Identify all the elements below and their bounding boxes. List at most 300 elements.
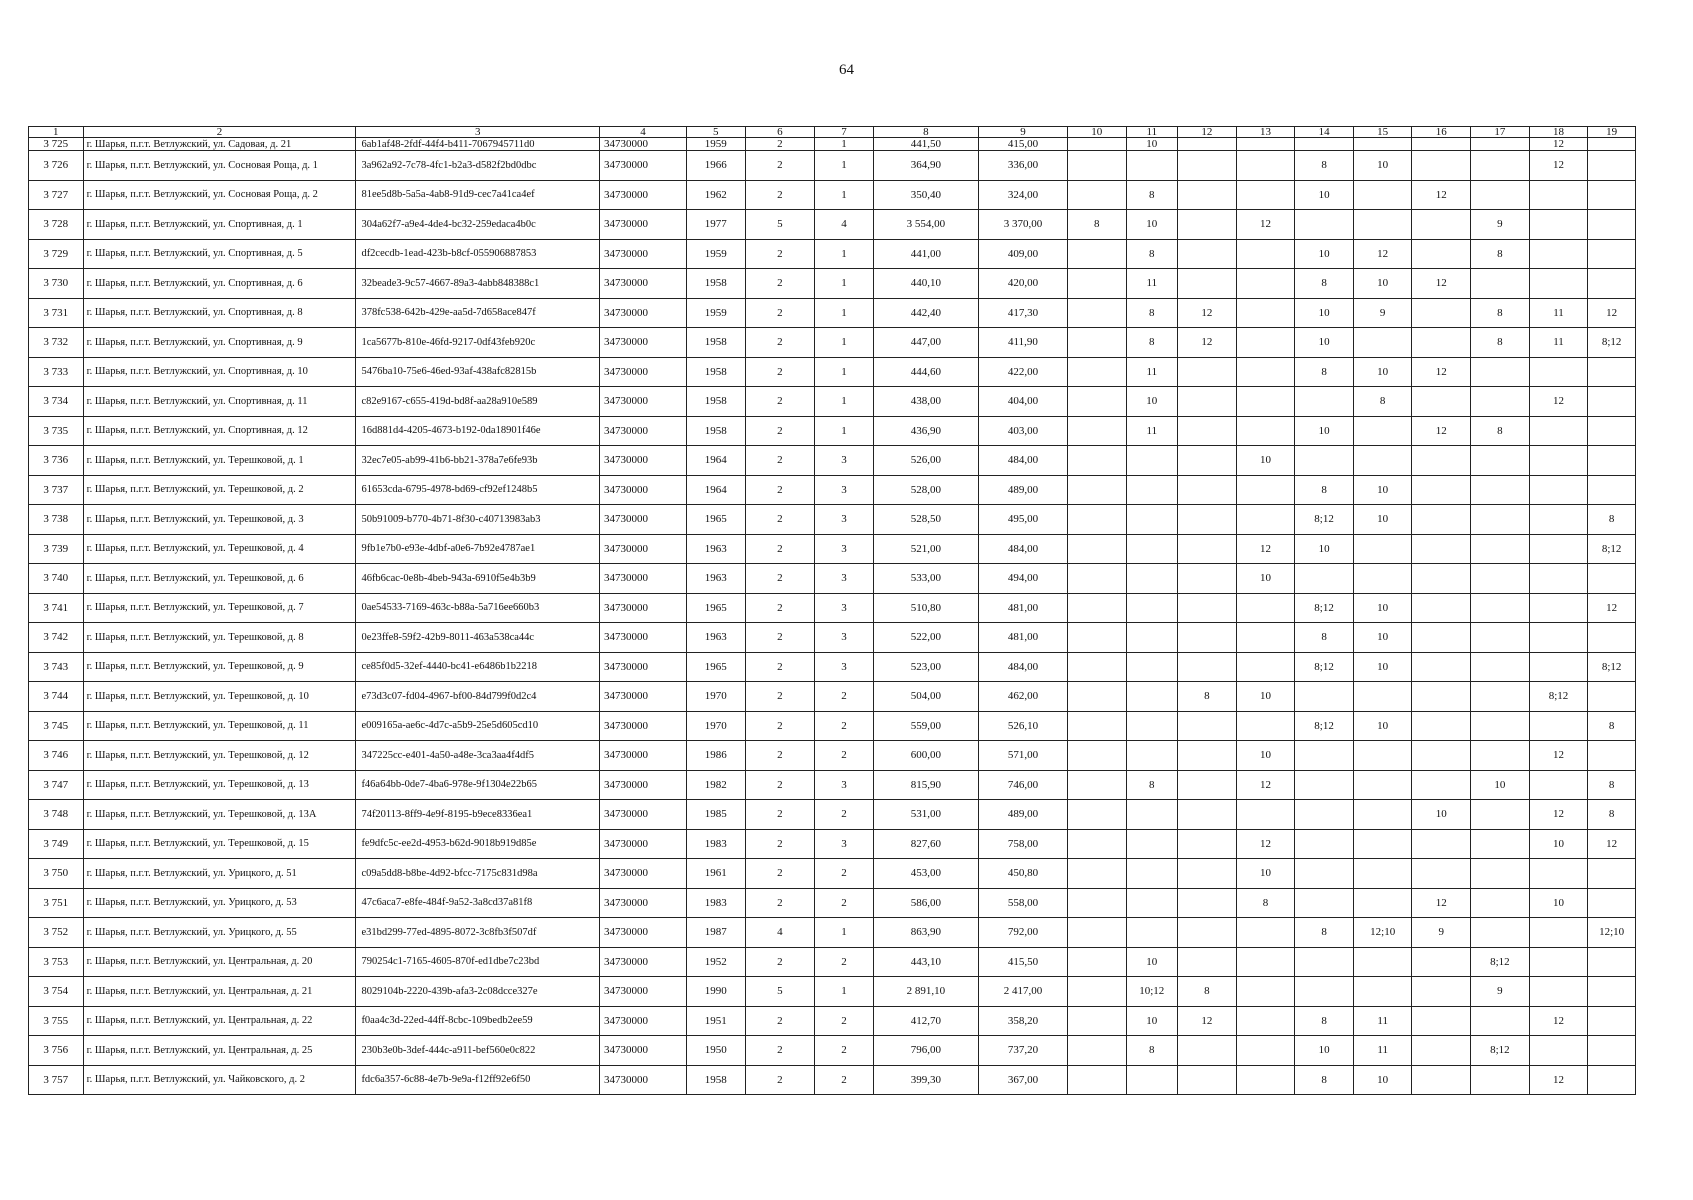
col-11-cell: 10 [1126,138,1178,151]
col-12-cell: 12 [1178,1006,1237,1036]
total-area-cell: 2 891,10 [873,977,978,1007]
col-14-cell: 8;12 [1295,505,1354,535]
oktmo-code-cell: 34730000 [600,239,687,269]
col-13-cell [1236,180,1295,210]
col-17-cell [1471,505,1530,535]
col-18-cell: 10 [1529,829,1588,859]
living-area-cell: 481,00 [978,623,1067,653]
total-area-cell: 600,00 [873,741,978,771]
col-10-cell [1067,416,1126,446]
col-12-cell [1178,1065,1237,1095]
row-number-cell: 3 740 [29,564,84,594]
col-15-cell [1353,977,1412,1007]
oktmo-code-cell: 34730000 [600,770,687,800]
col-19-cell: 8;12 [1588,534,1636,564]
object-guid-cell: 378fc538-642b-429e-aa5d-7d658ace847f [356,298,600,328]
col-18-cell [1529,859,1588,889]
table-row [29,138,1636,151]
column-header-13: 13 [1236,127,1295,138]
col-18-cell [1529,652,1588,682]
col-10-cell [1067,623,1126,653]
table-row [29,947,1636,977]
col-18-cell [1529,505,1588,535]
entrances-cell: 4 [815,210,874,240]
total-area-cell: 350,40 [873,180,978,210]
entrances-cell: 3 [815,505,874,535]
col-17-cell [1471,623,1530,653]
living-area-cell: 2 417,00 [978,977,1067,1007]
total-area-cell: 364,90 [873,151,978,181]
row-number-cell: 3 754 [29,977,84,1007]
col-15-cell [1353,210,1412,240]
build-year-cell: 1964 [686,446,745,476]
col-16-cell: 12 [1412,180,1471,210]
col-12-cell: 8 [1178,977,1237,1007]
col-16-cell [1412,593,1471,623]
col-13-cell [1236,505,1295,535]
col-18-cell: 11 [1529,328,1588,358]
col-15-cell: 11 [1353,1036,1412,1066]
col-10-cell [1067,918,1126,948]
col-10-cell [1067,180,1126,210]
total-area-cell: 863,90 [873,918,978,948]
entrances-cell: 2 [815,682,874,712]
build-year-cell: 1987 [686,918,745,948]
living-area-cell: 415,00 [978,138,1067,151]
build-year-cell: 1958 [686,269,745,299]
floors-cell: 2 [745,564,815,594]
col-15-cell: 10 [1353,623,1412,653]
col-13-cell [1236,947,1295,977]
total-area-cell: 531,00 [873,800,978,830]
col-11-cell: 8 [1126,239,1178,269]
col-19-cell [1588,180,1636,210]
col-15-cell: 10 [1353,269,1412,299]
col-17-cell [1471,446,1530,476]
col-14-cell: 8 [1295,918,1354,948]
total-area-cell: 523,00 [873,652,978,682]
col-15-cell: 10 [1353,357,1412,387]
col-11-cell: 10 [1126,387,1178,417]
col-14-cell [1295,741,1354,771]
total-area-cell: 586,00 [873,888,978,918]
col-17-cell [1471,534,1530,564]
total-area-cell: 438,00 [873,387,978,417]
col-14-cell [1295,564,1354,594]
floors-cell: 2 [745,1036,815,1066]
entrances-cell: 2 [815,888,874,918]
col-13-cell: 10 [1236,564,1295,594]
oktmo-code-cell: 34730000 [600,328,687,358]
floors-cell: 2 [745,357,815,387]
col-18-cell: 12 [1529,741,1588,771]
col-11-cell [1126,1065,1178,1095]
address-cell: г. Шарья, п.г.т. Ветлужский, ул. Спортивная, д. 5 [83,239,356,269]
floors-cell: 2 [745,505,815,535]
col-10-cell [1067,800,1126,830]
col-13-cell [1236,151,1295,181]
col-15-cell [1353,416,1412,446]
living-area-cell: 462,00 [978,682,1067,712]
col-16-cell [1412,1036,1471,1066]
col-15-cell [1353,138,1412,151]
total-area-cell: 528,50 [873,505,978,535]
floors-cell: 2 [745,741,815,771]
table-row [29,328,1636,358]
col-19-cell [1588,888,1636,918]
col-15-cell: 8 [1353,387,1412,417]
table-row [29,534,1636,564]
column-header-19: 19 [1588,127,1636,138]
total-area-cell: 443,10 [873,947,978,977]
address-cell: г. Шарья, п.г.т. Ветлужский, ул. Терешковой, д. 4 [83,534,356,564]
col-18-cell [1529,977,1588,1007]
col-10-cell [1067,1036,1126,1066]
col-16-cell [1412,1065,1471,1095]
living-area-cell: 495,00 [978,505,1067,535]
entrances-cell: 1 [815,387,874,417]
col-13-cell: 12 [1236,534,1295,564]
col-16-cell [1412,239,1471,269]
build-year-cell: 1985 [686,800,745,830]
col-17-cell [1471,138,1530,151]
col-13-cell: 10 [1236,741,1295,771]
col-19-cell [1588,623,1636,653]
oktmo-code-cell: 34730000 [600,534,687,564]
col-10-cell [1067,298,1126,328]
col-14-cell [1295,138,1354,151]
col-18-cell [1529,564,1588,594]
living-area-cell: 404,00 [978,387,1067,417]
col-18-cell: 10 [1529,888,1588,918]
oktmo-code-cell: 34730000 [600,564,687,594]
table-row [29,151,1636,181]
column-header-16: 16 [1412,127,1471,138]
col-13-cell [1236,593,1295,623]
total-area-cell: 827,60 [873,829,978,859]
col-19-cell [1588,138,1636,151]
total-area-cell: 453,00 [873,859,978,889]
oktmo-code-cell: 34730000 [600,947,687,977]
col-18-cell: 11 [1529,298,1588,328]
table-row [29,1006,1636,1036]
address-cell: г. Шарья, п.г.т. Ветлужский, ул. Спортивная, д. 11 [83,387,356,417]
col-15-cell [1353,180,1412,210]
col-18-cell [1529,711,1588,741]
entrances-cell: 1 [815,138,874,151]
oktmo-code-cell: 34730000 [600,859,687,889]
column-header-3: 3 [356,127,600,138]
col-11-cell: 11 [1126,357,1178,387]
col-14-cell [1295,800,1354,830]
floors-cell: 2 [745,1065,815,1095]
col-10-cell [1067,357,1126,387]
row-number-cell: 3 755 [29,1006,84,1036]
col-12-cell [1178,475,1237,505]
address-cell: г. Шарья, п.г.т. Ветлужский, ул. Терешковой, д. 12 [83,741,356,771]
address-cell: г. Шарья, п.г.т. Ветлужский, ул. Терешковой, д. 10 [83,682,356,712]
col-12-cell [1178,888,1237,918]
col-12-cell [1178,711,1237,741]
address-cell: г. Шарья, п.г.т. Ветлужский, ул. Сосновая Роща, д. 2 [83,180,356,210]
row-number-cell: 3 736 [29,446,84,476]
col-16-cell [1412,446,1471,476]
col-13-cell [1236,269,1295,299]
col-14-cell: 8 [1295,623,1354,653]
oktmo-code-cell: 34730000 [600,888,687,918]
build-year-cell: 1959 [686,239,745,269]
table-row [29,977,1636,1007]
col-11-cell [1126,829,1178,859]
col-11-cell: 8 [1126,298,1178,328]
oktmo-code-cell: 34730000 [600,475,687,505]
living-area-cell: 336,00 [978,151,1067,181]
object-guid-cell: f0aa4c3d-22ed-44ff-8cbc-109bedb2ee59 [356,1006,600,1036]
col-12-cell [1178,947,1237,977]
living-area-cell: 420,00 [978,269,1067,299]
col-10-cell [1067,977,1126,1007]
address-cell: г. Шарья, п.г.т. Ветлужский, ул. Терешковой, д. 13А [83,800,356,830]
col-14-cell [1295,829,1354,859]
col-12-cell [1178,770,1237,800]
col-11-cell: 10 [1126,947,1178,977]
col-18-cell [1529,446,1588,476]
col-11-cell: 8 [1126,770,1178,800]
floors-cell: 2 [745,711,815,741]
col-18-cell [1529,918,1588,948]
col-11-cell: 8 [1126,1036,1178,1066]
row-number-cell: 3 741 [29,593,84,623]
build-year-cell: 1966 [686,151,745,181]
entrances-cell: 2 [815,1006,874,1036]
col-10-cell [1067,505,1126,535]
col-15-cell: 10 [1353,652,1412,682]
col-13-cell [1236,239,1295,269]
total-area-cell: 441,50 [873,138,978,151]
oktmo-code-cell: 34730000 [600,151,687,181]
table-row [29,269,1636,299]
address-cell: г. Шарья, п.г.т. Ветлужский, ул. Терешковой, д. 2 [83,475,356,505]
object-guid-cell: ce85f0d5-32ef-4440-bc41-e6486b1b2218 [356,652,600,682]
floors-cell: 2 [745,800,815,830]
entrances-cell: 1 [815,180,874,210]
oktmo-code-cell: 34730000 [600,593,687,623]
table-row [29,387,1636,417]
col-13-cell [1236,652,1295,682]
row-number-cell: 3 744 [29,682,84,712]
address-cell: г. Шарья, п.г.т. Ветлужский, ул. Центральная, д. 20 [83,947,356,977]
total-area-cell: 399,30 [873,1065,978,1095]
col-15-cell: 10 [1353,475,1412,505]
col-16-cell [1412,210,1471,240]
row-number-cell: 3 753 [29,947,84,977]
row-number-cell: 3 757 [29,1065,84,1095]
floors-cell: 2 [745,682,815,712]
floors-cell: 5 [745,977,815,1007]
build-year-cell: 1965 [686,505,745,535]
col-16-cell [1412,138,1471,151]
floors-cell: 2 [745,534,815,564]
col-19-cell [1588,977,1636,1007]
address-cell: г. Шарья, п.г.т. Ветлужский, ул. Спортивная, д. 1 [83,210,356,240]
entrances-cell: 1 [815,328,874,358]
col-19-cell [1588,1006,1636,1036]
object-guid-cell: 32beade3-9c57-4667-89a3-4abb848388c1 [356,269,600,299]
object-guid-cell: e31bd299-77ed-4895-8072-3c8fb3f507df [356,918,600,948]
table-row [29,918,1636,948]
entrances-cell: 1 [815,298,874,328]
column-header-2: 2 [83,127,356,138]
entrances-cell: 3 [815,652,874,682]
floors-cell: 5 [745,210,815,240]
object-guid-cell: 50b91009-b770-4b71-8f30-c40713983ab3 [356,505,600,535]
col-16-cell [1412,1006,1471,1036]
col-16-cell [1412,328,1471,358]
col-11-cell [1126,475,1178,505]
col-11-cell: 8 [1126,180,1178,210]
col-19-cell [1588,387,1636,417]
col-15-cell [1353,829,1412,859]
col-17-cell [1471,151,1530,181]
col-12-cell [1178,387,1237,417]
living-area-cell: 417,30 [978,298,1067,328]
row-number-cell: 3 734 [29,387,84,417]
col-14-cell [1295,770,1354,800]
living-area-cell: 367,00 [978,1065,1067,1095]
col-16-cell [1412,387,1471,417]
oktmo-code-cell: 34730000 [600,446,687,476]
col-11-cell [1126,593,1178,623]
col-18-cell [1529,416,1588,446]
table-row [29,888,1636,918]
object-guid-cell: fdc6a357-6c88-4e7b-9e9a-f12ff92e6f50 [356,1065,600,1095]
table-row [29,652,1636,682]
floors-cell: 2 [745,829,815,859]
col-19-cell [1588,1036,1636,1066]
living-area-cell: 450,80 [978,859,1067,889]
oktmo-code-cell: 34730000 [600,800,687,830]
col-17-cell: 9 [1471,977,1530,1007]
col-19-cell [1588,564,1636,594]
object-guid-cell: 5476ba10-75e6-46ed-93af-438afc82815b [356,357,600,387]
col-19-cell [1588,210,1636,240]
row-number-cell: 3 752 [29,918,84,948]
col-14-cell: 8;12 [1295,652,1354,682]
col-13-cell [1236,623,1295,653]
col-17-cell: 9 [1471,210,1530,240]
col-15-cell: 12 [1353,239,1412,269]
address-cell: г. Шарья, п.г.т. Ветлужский, ул. Урицкого, д. 53 [83,888,356,918]
build-year-cell: 1965 [686,652,745,682]
object-guid-cell: f46a64bb-0de7-4ba6-978e-9f1304e22b65 [356,770,600,800]
col-13-cell [1236,1065,1295,1095]
col-11-cell [1126,918,1178,948]
col-19-cell: 8 [1588,711,1636,741]
col-17-cell [1471,859,1530,889]
col-17-cell [1471,741,1530,771]
living-area-cell: 494,00 [978,564,1067,594]
col-12-cell [1178,623,1237,653]
floors-cell: 2 [745,623,815,653]
col-15-cell [1353,446,1412,476]
col-16-cell [1412,947,1471,977]
column-header-18: 18 [1529,127,1588,138]
col-11-cell: 8 [1126,328,1178,358]
entrances-cell: 1 [815,416,874,446]
col-17-cell: 10 [1471,770,1530,800]
table-row [29,505,1636,535]
address-cell: г. Шарья, п.г.т. Ветлужский, ул. Центральная, д. 21 [83,977,356,1007]
entrances-cell: 2 [815,1036,874,1066]
col-16-cell: 12 [1412,888,1471,918]
address-cell: г. Шарья, п.г.т. Ветлужский, ул. Сосновая Роща, д. 1 [83,151,356,181]
col-10-cell [1067,328,1126,358]
col-14-cell [1295,682,1354,712]
total-area-cell: 504,00 [873,682,978,712]
col-19-cell [1588,151,1636,181]
address-cell: г. Шарья, п.г.т. Ветлужский, ул. Терешковой, д. 1 [83,446,356,476]
col-11-cell [1126,446,1178,476]
build-year-cell: 1963 [686,534,745,564]
col-15-cell: 10 [1353,711,1412,741]
col-15-cell [1353,682,1412,712]
object-guid-cell: c82e9167-c655-419d-bd8f-aa28a910e589 [356,387,600,417]
col-13-cell: 8 [1236,888,1295,918]
entrances-cell: 1 [815,269,874,299]
floors-cell: 2 [745,770,815,800]
row-number-cell: 3 749 [29,829,84,859]
table-row [29,800,1636,830]
col-14-cell: 10 [1295,328,1354,358]
col-10-cell [1067,770,1126,800]
col-15-cell: 11 [1353,1006,1412,1036]
col-18-cell [1529,475,1588,505]
col-16-cell [1412,977,1471,1007]
col-14-cell: 10 [1295,239,1354,269]
table-row [29,1065,1636,1095]
table-row [29,1036,1636,1066]
address-cell: г. Шарья, п.г.т. Ветлужский, ул. Терешковой, д. 8 [83,623,356,653]
address-cell: г. Шарья, п.г.т. Ветлужский, ул. Спортивная, д. 8 [83,298,356,328]
address-cell: г. Шарья, п.г.т. Ветлужский, ул. Урицкого, д. 51 [83,859,356,889]
total-area-cell: 436,90 [873,416,978,446]
col-14-cell: 8 [1295,1006,1354,1036]
floors-cell: 2 [745,652,815,682]
object-guid-cell: 790254c1-7165-4605-870f-ed1dbe7c23bd [356,947,600,977]
col-19-cell [1588,859,1636,889]
address-cell: г. Шарья, п.г.т. Ветлужский, ул. Терешковой, д. 7 [83,593,356,623]
col-17-cell [1471,387,1530,417]
col-12-cell [1178,800,1237,830]
floors-cell: 2 [745,446,815,476]
address-cell: г. Шарья, п.г.т. Ветлужский, ул. Спортивная, д. 6 [83,269,356,299]
col-13-cell [1236,298,1295,328]
column-header-11: 11 [1126,127,1178,138]
floors-cell: 2 [745,239,815,269]
total-area-cell: 442,40 [873,298,978,328]
col-18-cell [1529,269,1588,299]
entrances-cell: 3 [815,593,874,623]
row-number-cell: 3 747 [29,770,84,800]
col-14-cell: 8;12 [1295,711,1354,741]
col-12-cell [1178,918,1237,948]
object-guid-cell: 74f20113-8ff9-4e9f-8195-b9ece8336ea1 [356,800,600,830]
col-12-cell [1178,239,1237,269]
table-row [29,564,1636,594]
object-guid-cell: 9fb1e7b0-e93e-4dbf-a0e6-7b92e4787ae1 [356,534,600,564]
col-12-cell [1178,151,1237,181]
oktmo-code-cell: 34730000 [600,977,687,1007]
